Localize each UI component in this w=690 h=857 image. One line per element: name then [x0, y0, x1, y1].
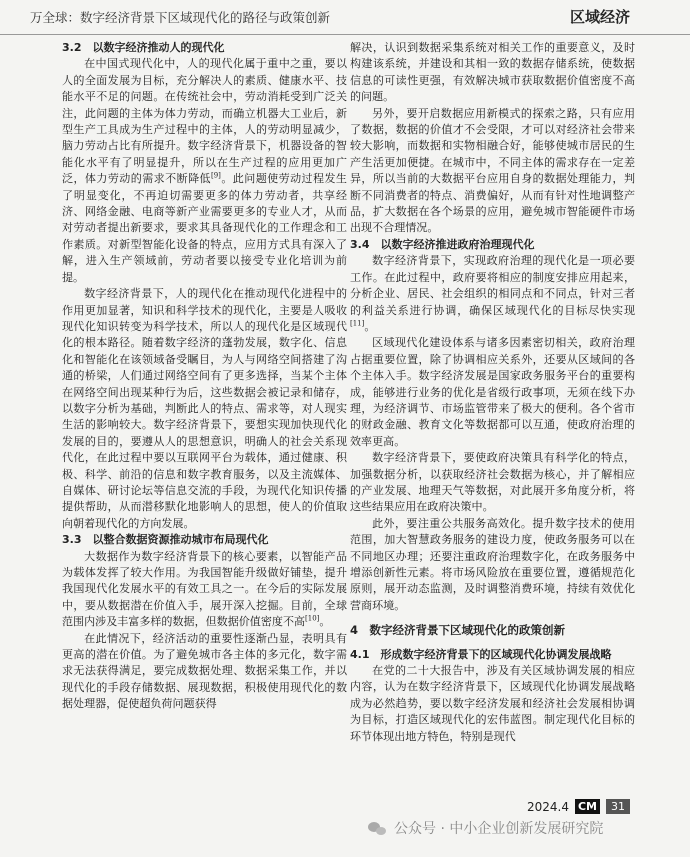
- running-title: 万全球：数字经济背景下区域现代化的路径与政策创新: [30, 10, 331, 25]
- paragraph: 区域现代化建设体系与诸多因素密切相关，政府治理占据重要位置，除了协调相应关系外，还要从区域间的各个主体入手。数字经济发展是国家政务服务平台的重要构成，能够进行业务的优化是省级行政事项，无须在线下办理，为经济调节、市场监管带来了极大的便利。各个省市的财政金融、教育文化等数据都可以互通，使政府治理的效率更高。: [350, 336, 635, 448]
- chapter-heading: 4 数字经济背景下区域现代化的政策创新: [350, 623, 565, 638]
- page-header: [0, 0, 690, 35]
- journal-logo: CM: [575, 799, 600, 814]
- paragraph: 在党的二十大报告中，涉及有关区域协调发展的相应内容，认为在数字经济背景下，区域现代化协调发展战略成为必然趋势，要以数字经济发展和经济社会发展相协调为目标，打造区域现代化的宏伟蓝图。制定现代化目标的环节体现出地方特色，特别是现代: [350, 664, 635, 743]
- paragraph: 大数据作为数字经济背景下的核心要素，以智能产品为载体发挥了较大作用。为我国智能升级做好铺垫，提升我国现代化发展水平的有效工具之一。在今后的实际发展中，要从数据潜在价值入手，展开深入挖掘。目前，全球范围内涉及丰富多样的数据，但数据价值密度不高[10]。: [62, 549, 347, 629]
- section-heading: 4.1 形成数字经济背景下的区域现代化协调发展战略: [350, 647, 612, 661]
- wechat-watermark: [368, 818, 603, 838]
- left-column: [62, 40, 347, 797]
- paragraph: 数字经济背景下，人的现代化在推动现代化进程中的作用更加显著，知识和科学技术的现代化，主要是人吸收现代化知识转变为科学技术，所以人的现代化是区域现代化的根本路径。随着数字经济的蓬勃发展，数字化、信息化和智能化在该领域备受瞩目，为人与网络空间搭建了沟通的桥梁，人们通过网络空间有了更多选择，当某个主体在网络空间出现某种行为后，这些数据会被记录和储存，以数字分析为基础，判断此人的特点、需求等，对人现实生活的影响较大。数字经济背景下，要想实现加快现代化发展的目的，要遵从人的思想意识，明确人的社会关系现代化，在此过程中要以互联网平台为载体，通过健康、积极、科学、前沿的信息和数字教育服务，以及主流媒体、自媒体、研讨论坛等信息交流的手段，为现代化知识传播提供帮助，从而潜移默化地影响人的思想，使人的价值取向朝着现代化的方向发展。: [62, 287, 347, 530]
- section-heading: 3.3 以整合数据资源推动城市布局现代化: [62, 533, 269, 547]
- page-footer: [527, 799, 630, 814]
- paragraph: 数字经济背景下，实现政府治理的现代化是一项必要工作。在此过程中，政府要将相应的制度安排应用起来，分析企业、居民、社会组织的相同点和不同点，针对三者的利益关系进行协调，确保区域现代化的目标尽快实现[11]。: [350, 254, 635, 333]
- paragraph: 解决，认识到数据采集系统对相关工作的重要意义，及时构建该系统，并建设和其相一致的数据存储系统，使数据信息的可读性更强，有效解决城市获取数据价值密度不高的问题。: [350, 41, 635, 104]
- paragraph: 另外，要开启数据应用新模式的探索之路，只有应用了数据，数据的价值才不会受限，才可以对经济社会带来较大影响，而数据和实物相融合好，能够使城市居民的生产生活更加便捷。在城市中，不同主体的需求存在一定差异，所以当前的大数据平台应用自身的数据处理能力，判断不同消费者的特点、消费偏好，从而有针对性地调整产品，扩大数据在各个场景的应用，避免城市智能硬件市场出现不合理情况。: [350, 106, 635, 235]
- page-number: 31: [606, 799, 630, 814]
- issue-number: 2024.4: [526, 799, 569, 814]
- section-heading: 3.4 以数字经济推进政府治理现代化: [350, 237, 535, 251]
- paragraph: 在此情况下，经济活动的重要性逐渐凸显，表明具有更高的潜在价值。为了避免城市各主体的多元化，数字需求无法获得满足，要完成数据处理、数据采集工作，并以现代化的手段存储数据、展现数据，积极使用现代化的数据处理器，促使超负荷问题获得: [62, 631, 347, 711]
- watermark-text: 公众号 · 中小企业创新发展研究院: [394, 821, 604, 837]
- paragraph: 此外，要注重公共服务高效化。提升数字技术的使用范围，加大智慧政务服务的建设力度，使政务服务可以在不同地区办理；还要注重政府治理数字化，在政务服务中增添创新性元素。将市场风险放在重要位置，遵循规范化原则，展开动态监测，及时调整消费环境，持续有效优化营商环境。: [350, 516, 635, 612]
- section-name: 区域经济: [569, 8, 630, 26]
- section-heading: 3.2 以数字经济推动人的现代化: [62, 41, 225, 54]
- paragraph: 在中国式现代化中，人的现代化属于重中之重，要以人的全面发展为目标，充分解决人的素质、健康水平、技能水平不足的问题。在传统社会中，劳动消耗受到广泛关注，此问题的主体为体力劳动，而确立机器大工业后，新型生产工具成为生产过程中的主体，人的劳动明显减少，脑力劳动占比有所提升。数字经济背景下，机器设备的智能化水平有了明显提升，所以在生产过程的应用更加广泛，体力劳动的需求不断降低[9]。此问题使劳动过程发生了明显变化，不再迫切需要更多的体力劳动者，共享经济、网络金融、电商等新产业需要更多的专业人才，从而对劳动者提出新要求，要求其具备现代化的工作理念和工作素质。对新型智能化设备的特点，应用方式具有深入了解，进入生产领域前，劳动者要以接受专业化培训为前提。: [62, 57, 347, 284]
- paragraph: 数字经济背景下，要使政府决策具有科学化的特点，加强数据分析，以获取经济社会数据为核心，并了解相应的产业发展、地理天气等数据，对此展开多角度分析，将这些结果应用在政府决策中。: [350, 451, 635, 514]
- right-column: [350, 40, 635, 797]
- wechat-icon: [368, 820, 388, 836]
